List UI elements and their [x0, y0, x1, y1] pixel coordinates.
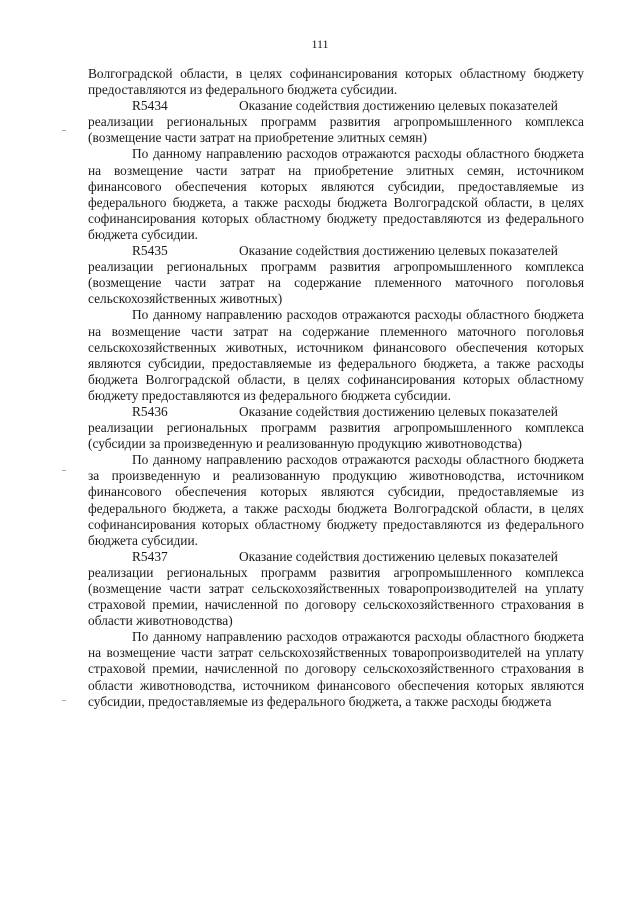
entry-code: R5435 [132, 243, 168, 259]
entry-code: R5436 [132, 403, 168, 419]
entry-code: R5437 [132, 548, 168, 564]
entry-description: По данному направлению расходов отражаются расходы областного бюджета на возмещение части затрат на приобретение элитных семян, источником финансового обеспечения которых являются субсидии, предоставляемые из федерального бюджета, а также расходы бюджета Волгоградской области, в целях софинансирования которых областному бюджету предоставляются из федерального бюджета субсидии. [88, 146, 584, 242]
entry-title-continuation: реализации региональных программ развития агропромышленного комплекса (субсидии за произведенную и реализованную продукцию животноводства) [88, 420, 584, 452]
entry-title-continuation: реализации региональных программ развития агропромышленного комплекса (возмещение части затрат на содержание племенного маточного поголовья сельскохозяйственных животных) [88, 259, 584, 307]
entry-title-first-line: Оказание содействия достижению целевых показателей [239, 243, 558, 259]
entry-heading [88, 98, 584, 114]
entry-description: По данному направлению расходов отражаются расходы областного бюджета на возмещение части затрат на содержание племенного маточного поголовья сельскохозяйственных животных, источником финансового обеспечения которых являются субсидии, предоставляемые из федерального бюджета, а также расходы бюджета Волгоградской области, в целях софинансирования которых областному бюджету предоставляются из федерального бюджета субсидии. [88, 307, 584, 403]
entry-description: По данному направлению расходов отражаются расходы областного бюджета на возмещение части затрат сельскохозяйственных товаропроизводителей на уплату страховой премии, начисленной по договору сельскохозяйственного страхования в области животноводства, источником финансового обеспечения которых являются субсидии, предоставляемые из федерального бюджета, а также расходы бюджета [88, 629, 584, 709]
entry-heading [88, 243, 584, 259]
entry-code: R5434 [132, 98, 168, 114]
entry-r5437 [88, 549, 584, 710]
entry-r5434 [88, 98, 584, 243]
entry-title-continuation: реализации региональных программ развития агропромышленного комплекса (возмещение части затрат сельскохозяйственных товаропроизводителей на уплату страховой премии, начисленной по договору сельскохозяйственного страхования в области животноводства) [88, 564, 584, 629]
scan-margin-mark [62, 470, 66, 471]
scan-margin-mark [62, 700, 66, 701]
page-number: 111 [311, 37, 329, 51]
entry-title-first-line: Оказание содействия достижению целевых показателей [239, 403, 558, 419]
document-body [88, 66, 584, 710]
scan-margin-mark [62, 130, 66, 131]
entry-heading [88, 404, 584, 420]
entry-heading [88, 549, 584, 565]
intro-paragraph: Волгоградской области, в целях софинансирования которых областному бюджету предоставляются из федерального бюджета субсидии. [88, 66, 584, 98]
entry-title-continuation: реализации региональных программ развития агропромышленного комплекса (возмещение части затрат на приобретение элитных семян) [88, 114, 584, 146]
entry-description: По данному направлению расходов отражаются расходы областного бюджета за произведенную и реализованную продукцию животноводства, источником финансового обеспечения которых являются субсидии, предоставляемые из федерального бюджета, а также расходы бюджета Волгоградской области, в целях софинансирования которых областному бюджету предоставляются из федерального бюджета субсидии. [88, 452, 584, 548]
entry-title-first-line: Оказание содействия достижению целевых показателей [239, 98, 558, 114]
entry-title-first-line: Оказание содействия достижению целевых показателей [239, 548, 558, 564]
entry-r5435 [88, 243, 584, 404]
entry-r5436 [88, 404, 584, 549]
